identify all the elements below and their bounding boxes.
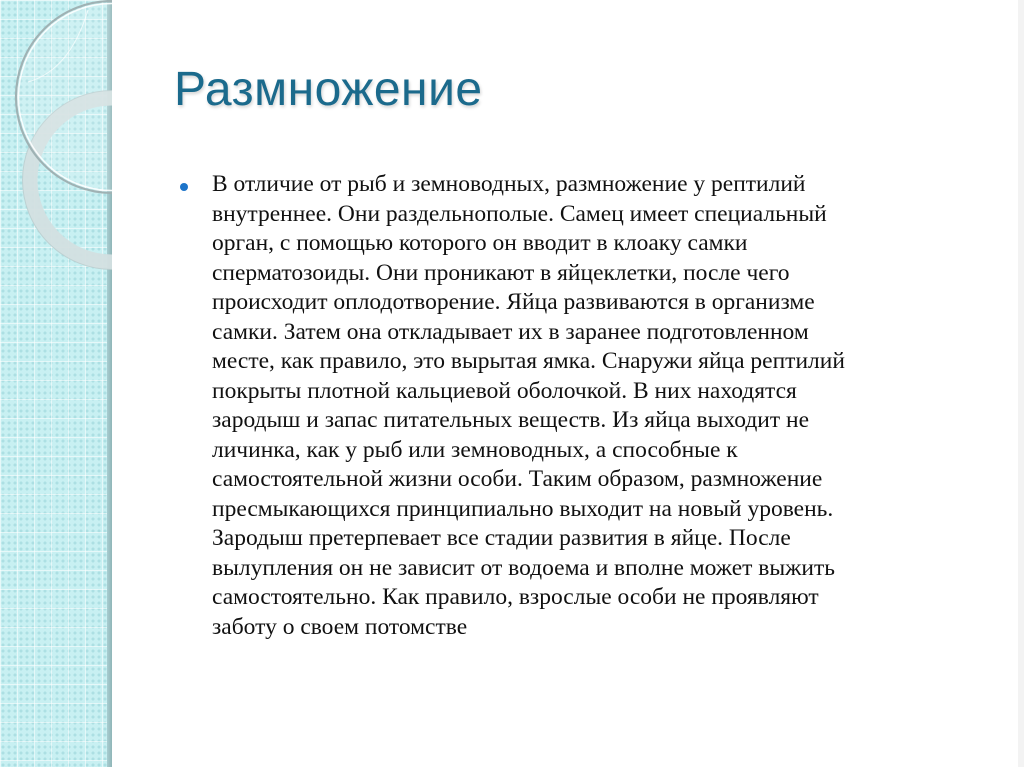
- bullet-text: [212, 170, 980, 642]
- decorative-circles-icon: [0, 0, 112, 300]
- text-line: самостоятельной жизни особи. Таким образом, размножение: [212, 466, 823, 492]
- text-line: месте, как правило, это вырытая ямка. Снаружи яйца рептилий: [212, 348, 845, 374]
- text-line: Зародыш претерпевает все стадии развития в яйце. После: [212, 525, 791, 551]
- text-line: заботу о своем потомстве: [212, 613, 468, 640]
- text-line: орган, с помощью которого он вводит в клоаку самки: [212, 230, 748, 256]
- text-line: личинка, как у рыб или земноводных, а способные к: [212, 436, 738, 463]
- text-line: происходит оплодотворение. Яйца развиваются в организме: [212, 289, 815, 315]
- text-line: сперматозоиды. Они проникают в яйцеклетки, после чего: [212, 259, 790, 286]
- text-line: пресмыкающихся принципиально выходит на новый уровень.: [212, 495, 834, 522]
- text-line: зародыш и запас питательных веществ. Из яйца выходит не: [212, 407, 810, 433]
- text-line: самки. Затем она откладывает их в заранее подготовленном: [212, 318, 809, 345]
- bullet-item: [180, 170, 980, 642]
- right-edge-strip: [1018, 0, 1024, 767]
- text-line: самостоятельно. Как правило, взрослые особи не проявляют: [212, 584, 819, 610]
- text-line: вылупления он не зависит от водоема и вполне может выжить: [212, 554, 835, 581]
- bullet-dot-icon: [180, 183, 188, 191]
- slide-title: Размножение: [174, 63, 483, 116]
- slide-body: [180, 170, 980, 642]
- text-line: покрыты плотной кальциевой оболочкой. В них находятся: [212, 377, 797, 404]
- text-line: В отличие от рыб и земноводных, размножение у рептилий: [212, 171, 806, 197]
- text-line: внутреннее. Они раздельнополые. Самец имеет специальный: [212, 200, 827, 227]
